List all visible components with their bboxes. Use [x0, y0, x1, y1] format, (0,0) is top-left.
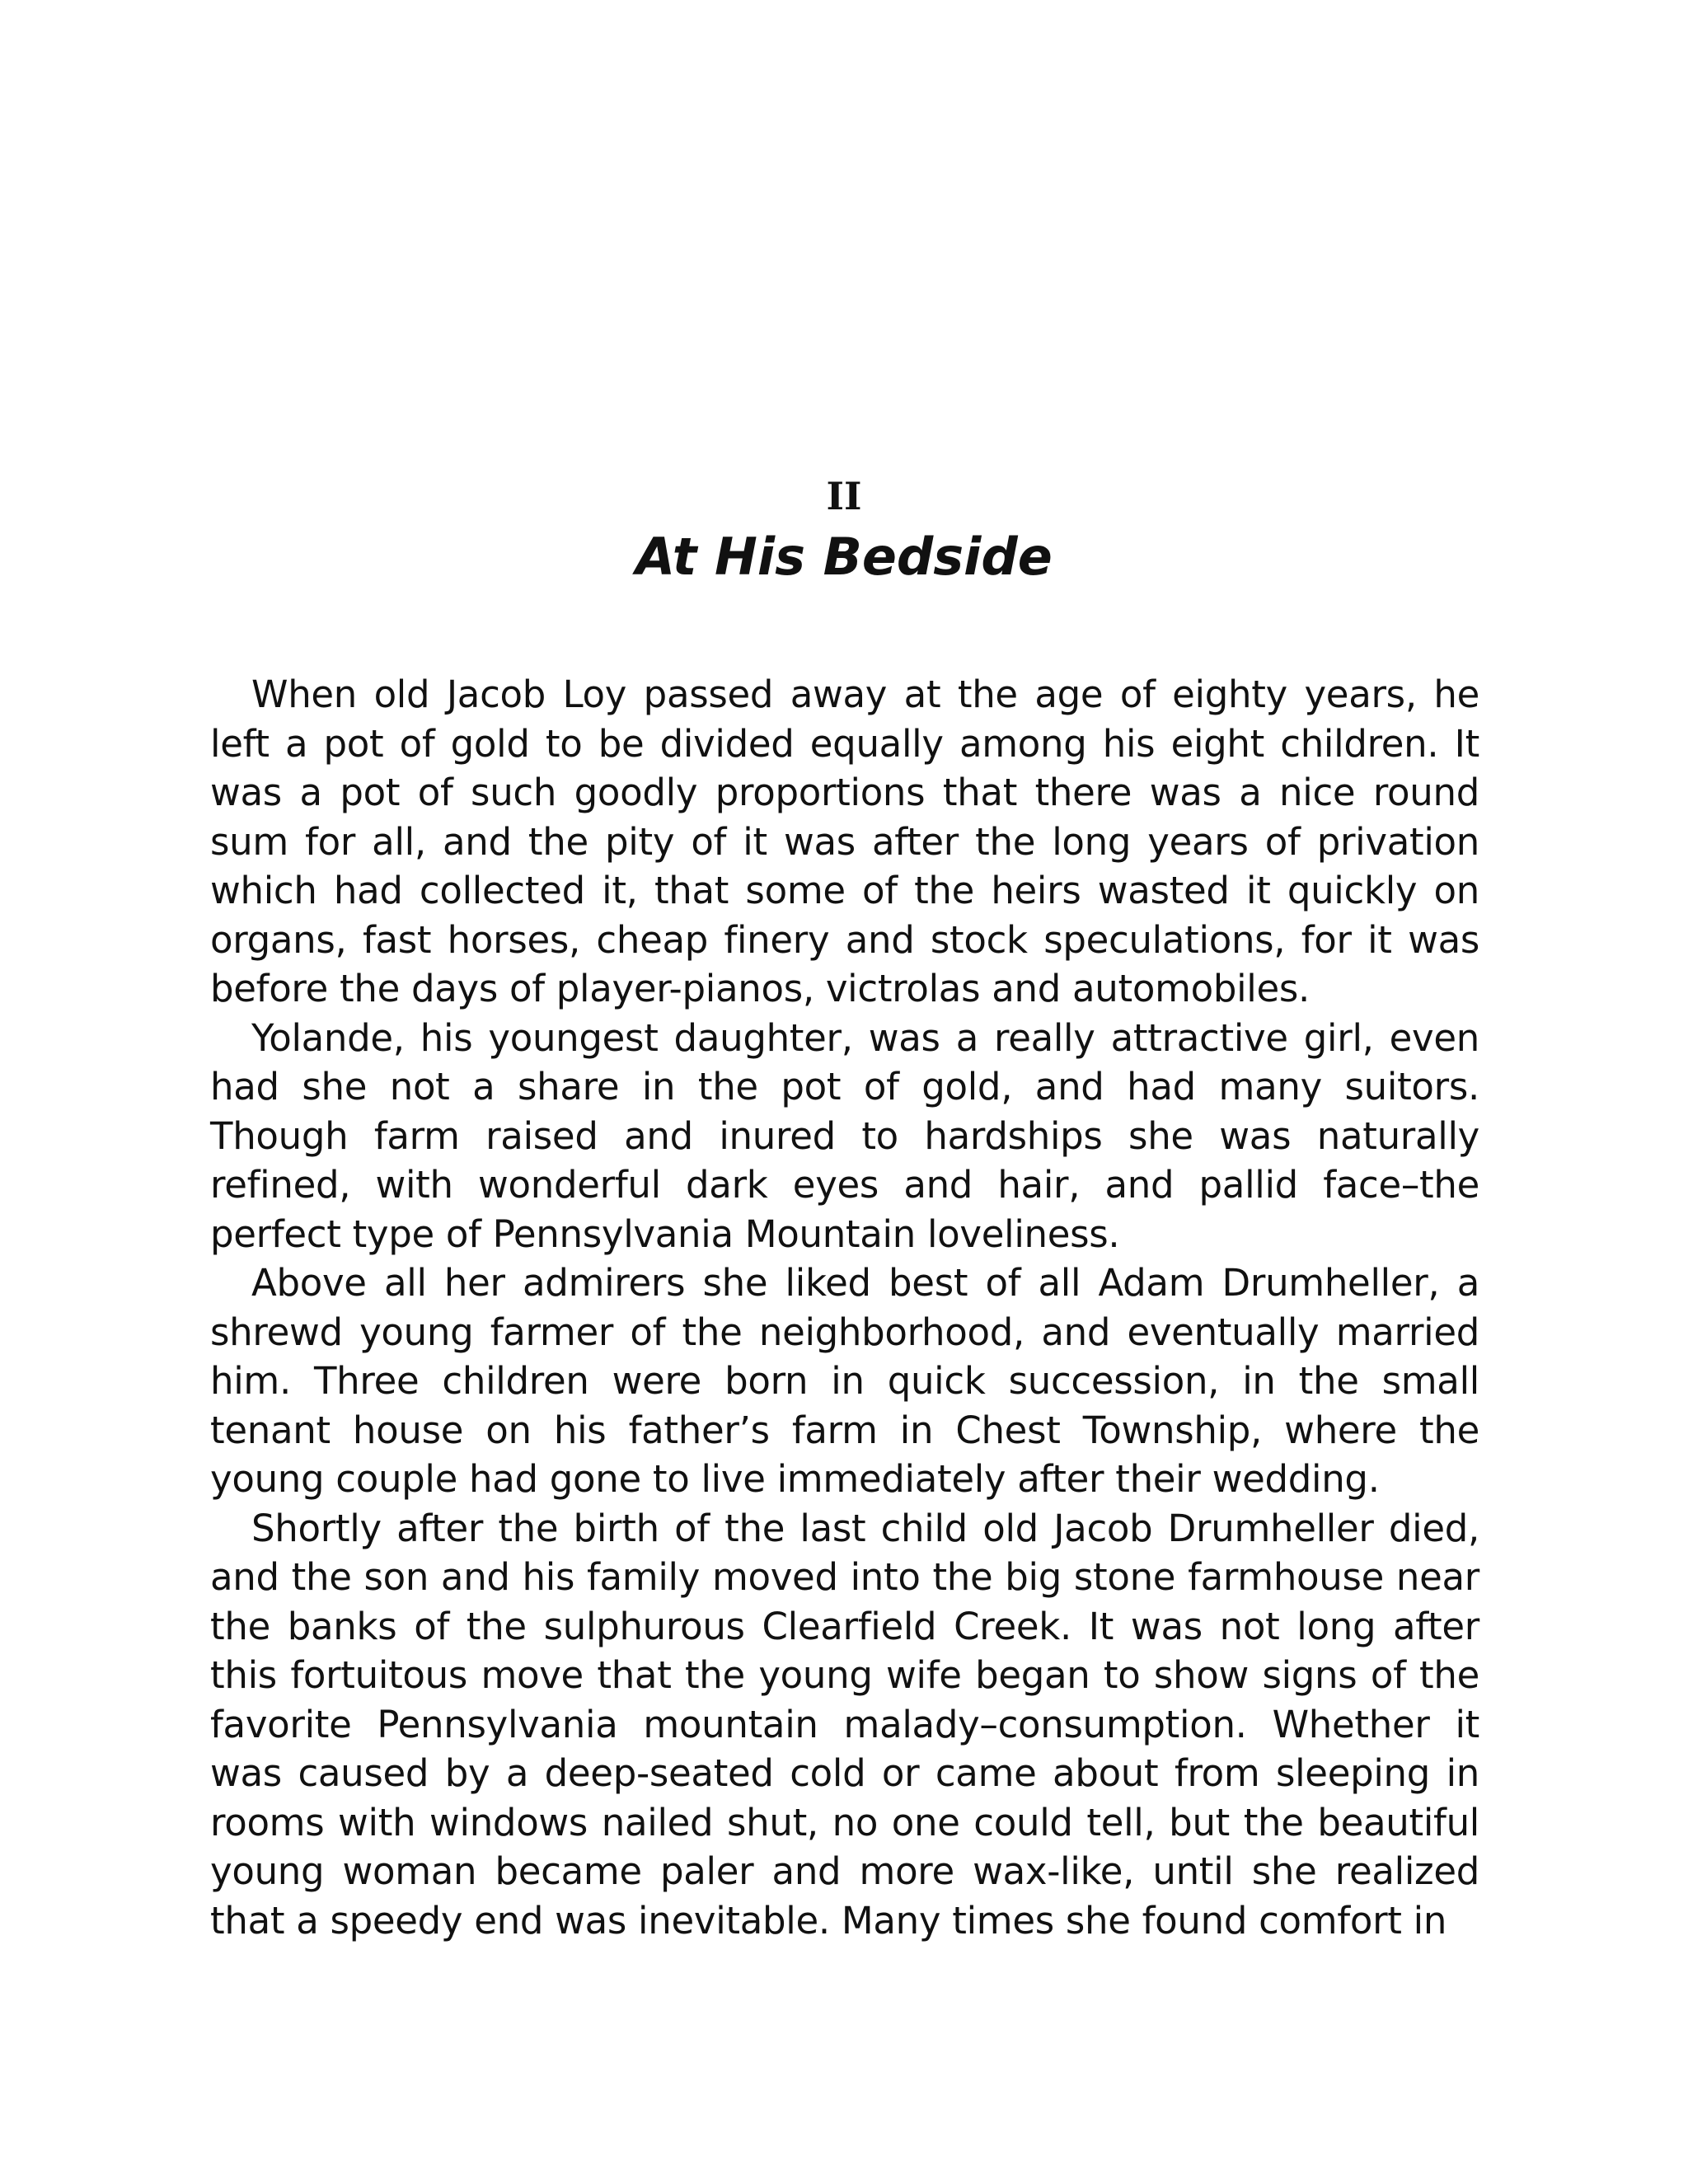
- paragraph: When old Jacob Loy passed away at the age of eighty years, he left a pot of gold to be divided equally among his eight children. It was a pot of such goodly proportions that there was a nice round sum for all, and the pity of it was after the long years of privation which had collected it, that some of the heirs wasted it quickly on organs, fast horses, cheap finery and stock speculations, for it was before the days of player-pianos, victrolas and automobiles.: [210, 673, 1479, 1010]
- chapter-title: At His Bedside: [635, 527, 1053, 587]
- paragraph: Above all her admirers she liked best of all Adam Drumheller, a shrewd young farmer of the neighborhood, and eventually married him. Three children were born in quick succession, in the small tenant house on his father’s farm in Chest Township, where the young couple had gone to live immediately after their wedding.: [210, 1261, 1479, 1501]
- chapter-body: [210, 670, 1479, 1945]
- chapter-number: II: [826, 474, 862, 518]
- paragraph: Shortly after the birth of the last child old Jacob Drumheller died, and the son and his family moved into the big stone farmhouse near the banks of the sulphurous Clearfield Creek. It was not long after this fortuitous move that the young wife began to show signs of the favorite Pennsylvania mountain malady–consumption. Whether it was caused by a deep-seated cold or came about from sleeping in rooms with windows nailed shut, no one could tell, but the beautiful young woman became paler and more wax-like, until she realized that a speedy end was inevitable. Many times she found comfort in: [210, 1506, 1479, 1943]
- paragraph: Yolande, his youngest daughter, was a really attractive girl, even had she not a share in the pot of gold, and had many suitors. Though farm raised and inured to hardships she was naturally refined, with wonderful dark eyes and hair, and pallid face–the perfect type of Pennsylvania Mountain loveliness.: [210, 1015, 1479, 1256]
